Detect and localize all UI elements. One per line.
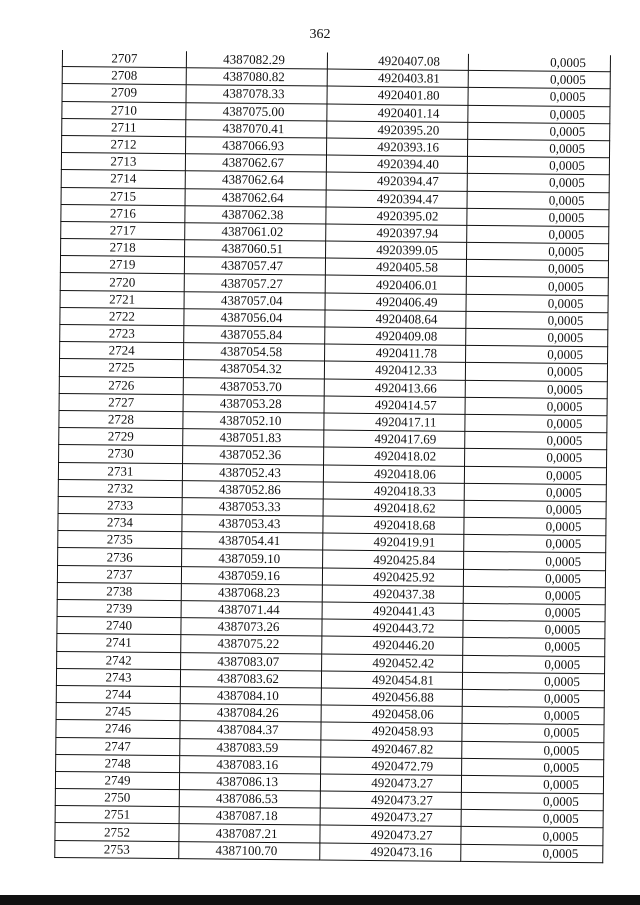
- point-number-cell: 2737: [57, 565, 181, 583]
- point-number-cell: 2708: [62, 67, 186, 85]
- error-cell: 0,0005: [466, 260, 608, 279]
- error-cell: 0,0005: [462, 672, 604, 691]
- error-cell: 0,0005: [467, 139, 609, 158]
- x-coordinate-cell: 4387083.59: [180, 738, 321, 757]
- error-cell: 0,0005: [461, 792, 603, 811]
- error-cell: 0,0005: [467, 225, 609, 244]
- x-coordinate-cell: 4387055.84: [184, 326, 325, 345]
- y-coordinate-cell: 4920473.27: [320, 825, 461, 844]
- point-number-cell: 2730: [59, 445, 183, 463]
- y-coordinate-cell: 4920472.79: [321, 757, 462, 776]
- y-coordinate-cell: 4920425.84: [323, 550, 464, 569]
- point-number-cell: 2740: [57, 617, 181, 635]
- error-cell: 0,0005: [468, 122, 610, 141]
- point-number-cell: 2746: [56, 720, 180, 738]
- error-cell: 0,0005: [463, 638, 605, 657]
- coordinates-table: [54, 50, 611, 863]
- error-cell: 0,0005: [464, 483, 606, 502]
- y-coordinate-cell: 4920418.06: [323, 465, 464, 484]
- point-number-cell: 2725: [59, 359, 183, 377]
- error-cell: 0,0005: [463, 569, 605, 588]
- y-coordinate-cell: 4920418.33: [323, 482, 464, 501]
- point-number-cell: 2750: [55, 789, 179, 807]
- point-number-cell: 2748: [56, 754, 180, 772]
- error-cell: 0,0005: [466, 328, 608, 347]
- error-cell: 0,0005: [463, 586, 605, 605]
- y-coordinate-cell: 4920473.16: [320, 843, 461, 862]
- error-cell: 0,0005: [464, 500, 606, 519]
- point-number-cell: 2726: [59, 376, 183, 394]
- y-coordinate-cell: 4920458.06: [321, 705, 462, 724]
- point-number-cell: 2734: [58, 514, 182, 532]
- error-cell: 0,0005: [461, 775, 603, 794]
- y-coordinate-cell: 4920399.05: [326, 241, 467, 260]
- point-number-cell: 2720: [60, 273, 184, 291]
- y-coordinate-cell: 4920411.78: [325, 344, 466, 363]
- x-coordinate-cell: 4387062.64: [185, 171, 326, 190]
- page-number: 362: [309, 27, 331, 42]
- error-cell: 0,0005: [467, 191, 609, 210]
- y-coordinate-cell: 4920394.40: [326, 155, 467, 174]
- error-cell: 0,0005: [464, 535, 606, 554]
- x-coordinate-cell: 4387062.38: [185, 205, 326, 224]
- x-coordinate-cell: 4387052.36: [183, 446, 324, 465]
- y-coordinate-cell: 4920406.49: [325, 293, 466, 312]
- y-coordinate-cell: 4920425.92: [322, 568, 463, 587]
- x-coordinate-cell: 4387086.53: [179, 790, 320, 809]
- x-coordinate-cell: 4387060.51: [185, 240, 326, 259]
- y-coordinate-cell: 4920417.11: [324, 413, 465, 432]
- x-coordinate-cell: 4387087.18: [179, 807, 320, 826]
- error-cell: 0,0005: [461, 810, 603, 829]
- x-coordinate-cell: 4387080.82: [186, 68, 327, 87]
- error-cell: 0,0005: [463, 603, 605, 622]
- point-number-cell: 2718: [61, 239, 185, 257]
- y-coordinate-cell: 4920414.57: [324, 396, 465, 415]
- x-coordinate-cell: 4387054.41: [182, 532, 323, 551]
- point-number-cell: 2723: [60, 324, 184, 342]
- error-cell: 0,0005: [461, 844, 603, 863]
- error-cell: 0,0005: [465, 414, 607, 433]
- x-coordinate-cell: 4387071.44: [181, 601, 322, 620]
- point-number-cell: 2751: [55, 806, 179, 824]
- x-coordinate-cell: 4387062.64: [185, 188, 326, 207]
- point-number-cell: 2731: [58, 462, 182, 480]
- y-coordinate-cell: 4920406.01: [325, 275, 466, 294]
- point-number-cell: 2721: [60, 290, 184, 308]
- error-cell: 0,0005: [465, 432, 607, 451]
- error-cell: 0,0005: [465, 449, 607, 468]
- error-cell: 0,0005: [465, 363, 607, 382]
- y-coordinate-cell: 4920419.91: [323, 533, 464, 552]
- point-number-cell: 2747: [56, 737, 180, 755]
- error-cell: 0,0005: [465, 380, 607, 399]
- x-coordinate-cell: 4387084.26: [180, 704, 321, 723]
- y-coordinate-cell: 4920418.62: [323, 499, 464, 518]
- x-coordinate-cell: 4387083.07: [181, 652, 322, 671]
- point-number-cell: 2753: [55, 840, 179, 858]
- y-coordinate-cell: 4920418.02: [324, 447, 465, 466]
- y-coordinate-cell: 4920397.94: [326, 224, 467, 243]
- x-coordinate-cell: 4387084.37: [180, 721, 321, 740]
- y-coordinate-cell: 4920395.20: [327, 121, 468, 140]
- point-number-cell: 2716: [61, 204, 185, 222]
- point-number-cell: 2739: [57, 599, 181, 617]
- point-number-cell: 2719: [60, 256, 184, 274]
- x-coordinate-cell: 4387052.43: [182, 463, 323, 482]
- x-coordinate-cell: 4387066.93: [186, 137, 327, 156]
- error-cell: 0,0005: [464, 552, 606, 571]
- x-coordinate-cell: 4387059.16: [181, 566, 322, 585]
- x-coordinate-cell: 4387068.23: [181, 583, 322, 602]
- point-number-cell: 2732: [58, 479, 182, 497]
- x-coordinate-cell: 4387053.33: [182, 498, 323, 517]
- x-coordinate-cell: 4387052.86: [182, 480, 323, 499]
- y-coordinate-cell: 4920412.33: [324, 361, 465, 380]
- error-cell: 0,0005: [465, 397, 607, 416]
- point-number-cell: 2745: [56, 703, 180, 721]
- y-coordinate-cell: 4920408.64: [325, 310, 466, 329]
- error-cell: 0,0005: [466, 277, 608, 296]
- error-cell: 0,0005: [462, 741, 604, 760]
- error-cell: 0,0005: [462, 689, 604, 708]
- point-number-cell: 2724: [60, 342, 184, 360]
- error-cell: 0,0005: [468, 105, 610, 124]
- x-coordinate-cell: 4387086.13: [179, 773, 320, 792]
- x-coordinate-cell: 4387053.70: [183, 377, 324, 396]
- error-cell: 0,0005: [461, 827, 603, 846]
- x-coordinate-cell: 4387083.16: [180, 755, 321, 774]
- point-number-cell: 2742: [57, 651, 181, 669]
- y-coordinate-cell: 4920441.43: [322, 602, 463, 621]
- error-cell: 0,0005: [462, 758, 604, 777]
- y-coordinate-cell: 4920446.20: [322, 636, 463, 655]
- coordinates-table-body: [55, 50, 611, 863]
- x-coordinate-cell: 4387075.22: [181, 635, 322, 654]
- error-cell: 0,0005: [466, 294, 608, 313]
- x-coordinate-cell: 4387087.21: [179, 824, 320, 843]
- x-coordinate-cell: 4387053.28: [183, 394, 324, 413]
- y-coordinate-cell: 4920401.14: [327, 104, 468, 123]
- y-coordinate-cell: 4920403.81: [327, 69, 468, 88]
- x-coordinate-cell: 4387100.70: [179, 841, 320, 860]
- coordinates-table-container: [54, 50, 610, 863]
- y-coordinate-cell: 4920409.08: [325, 327, 466, 346]
- point-number-cell: 2728: [59, 410, 183, 428]
- x-coordinate-cell: 4387073.26: [181, 618, 322, 637]
- y-coordinate-cell: 4920417.69: [324, 430, 465, 449]
- point-number-cell: 2710: [62, 101, 186, 119]
- error-cell: 0,0005: [467, 174, 609, 193]
- point-number-cell: 2744: [56, 685, 180, 703]
- point-number-cell: 2717: [61, 221, 185, 239]
- x-coordinate-cell: 4387082.29: [186, 51, 327, 69]
- y-coordinate-cell: 4920413.66: [324, 379, 465, 398]
- point-number-cell: 2743: [56, 668, 180, 686]
- error-cell: 0,0005: [467, 157, 609, 176]
- y-coordinate-cell: 4920473.27: [320, 791, 461, 810]
- point-number-cell: 2741: [57, 634, 181, 652]
- y-coordinate-cell: 4920395.02: [326, 207, 467, 226]
- x-coordinate-cell: 4387059.10: [182, 549, 323, 568]
- point-number-cell: 2714: [61, 170, 185, 188]
- point-number-cell: 2712: [62, 135, 186, 153]
- y-coordinate-cell: 4920458.93: [321, 722, 462, 741]
- x-coordinate-cell: 4387061.02: [185, 223, 326, 242]
- point-number-cell: 2752: [55, 823, 179, 841]
- x-coordinate-cell: 4387057.04: [184, 291, 325, 310]
- y-coordinate-cell: 4920473.27: [320, 774, 461, 793]
- scan-bottom-edge: [0, 895, 640, 905]
- x-coordinate-cell: 4387084.10: [180, 687, 321, 706]
- x-coordinate-cell: 4387051.83: [183, 429, 324, 448]
- error-cell: 0,0005: [466, 311, 608, 330]
- point-number-cell: 2709: [62, 84, 186, 102]
- y-coordinate-cell: 4920473.27: [320, 808, 461, 827]
- y-coordinate-cell: 4920456.88: [321, 688, 462, 707]
- y-coordinate-cell: 4920405.58: [325, 258, 466, 277]
- error-cell: 0,0005: [464, 466, 606, 485]
- error-cell: 0,0005: [464, 517, 606, 536]
- point-number-cell: 2736: [58, 548, 182, 566]
- error-cell: 0,0005: [467, 242, 609, 261]
- error-cell: 0,0005: [462, 706, 604, 725]
- point-number-cell: 2727: [59, 393, 183, 411]
- y-coordinate-cell: 4920401.80: [327, 86, 468, 105]
- point-number-cell: 2729: [59, 428, 183, 446]
- point-number-cell: 2707: [62, 50, 186, 68]
- error-cell: 0,0005: [466, 346, 608, 365]
- x-coordinate-cell: 4387075.00: [186, 102, 327, 121]
- x-coordinate-cell: 4387062.67: [185, 154, 326, 173]
- point-number-cell: 2715: [61, 187, 185, 205]
- error-cell: 0,0005: [463, 621, 605, 640]
- y-coordinate-cell: 4920452.42: [322, 654, 463, 673]
- y-coordinate-cell: 4920394.47: [326, 190, 467, 209]
- error-cell: 0,0005: [467, 208, 609, 227]
- x-coordinate-cell: 4387052.10: [183, 412, 324, 431]
- y-coordinate-cell: 4920393.16: [327, 138, 468, 157]
- y-coordinate-cell: 4920394.47: [326, 172, 467, 191]
- y-coordinate-cell: 4920467.82: [321, 740, 462, 759]
- error-cell: 0,0005: [468, 88, 610, 107]
- y-coordinate-cell: 4920443.72: [322, 619, 463, 638]
- point-number-cell: 2722: [60, 307, 184, 325]
- x-coordinate-cell: 4387078.33: [186, 85, 327, 104]
- y-coordinate-cell: 4920437.38: [322, 585, 463, 604]
- point-number-cell: 2738: [57, 582, 181, 600]
- x-coordinate-cell: 4387057.47: [184, 257, 325, 276]
- x-coordinate-cell: 4387070.41: [186, 119, 327, 138]
- x-coordinate-cell: 4387054.32: [183, 360, 324, 379]
- point-number-cell: 2713: [61, 153, 185, 171]
- point-number-cell: 2711: [62, 118, 186, 136]
- point-number-cell: 2735: [58, 531, 182, 549]
- y-coordinate-cell: 4920407.08: [327, 53, 468, 71]
- point-number-cell: 2749: [55, 771, 179, 789]
- error-cell: 0,0005: [468, 71, 610, 90]
- error-cell: 0,0005: [462, 724, 604, 743]
- x-coordinate-cell: 4387054.58: [184, 343, 325, 362]
- point-number-cell: 2733: [58, 496, 182, 514]
- y-coordinate-cell: 4920454.81: [321, 671, 462, 690]
- x-coordinate-cell: 4387057.27: [184, 274, 325, 293]
- x-coordinate-cell: 4387053.43: [182, 515, 323, 534]
- x-coordinate-cell: 4387083.62: [180, 669, 321, 688]
- x-coordinate-cell: 4387056.04: [184, 308, 325, 327]
- error-cell: 0,0005: [463, 655, 605, 674]
- y-coordinate-cell: 4920418.68: [323, 516, 464, 535]
- error-cell: 0,0005: [468, 54, 610, 72]
